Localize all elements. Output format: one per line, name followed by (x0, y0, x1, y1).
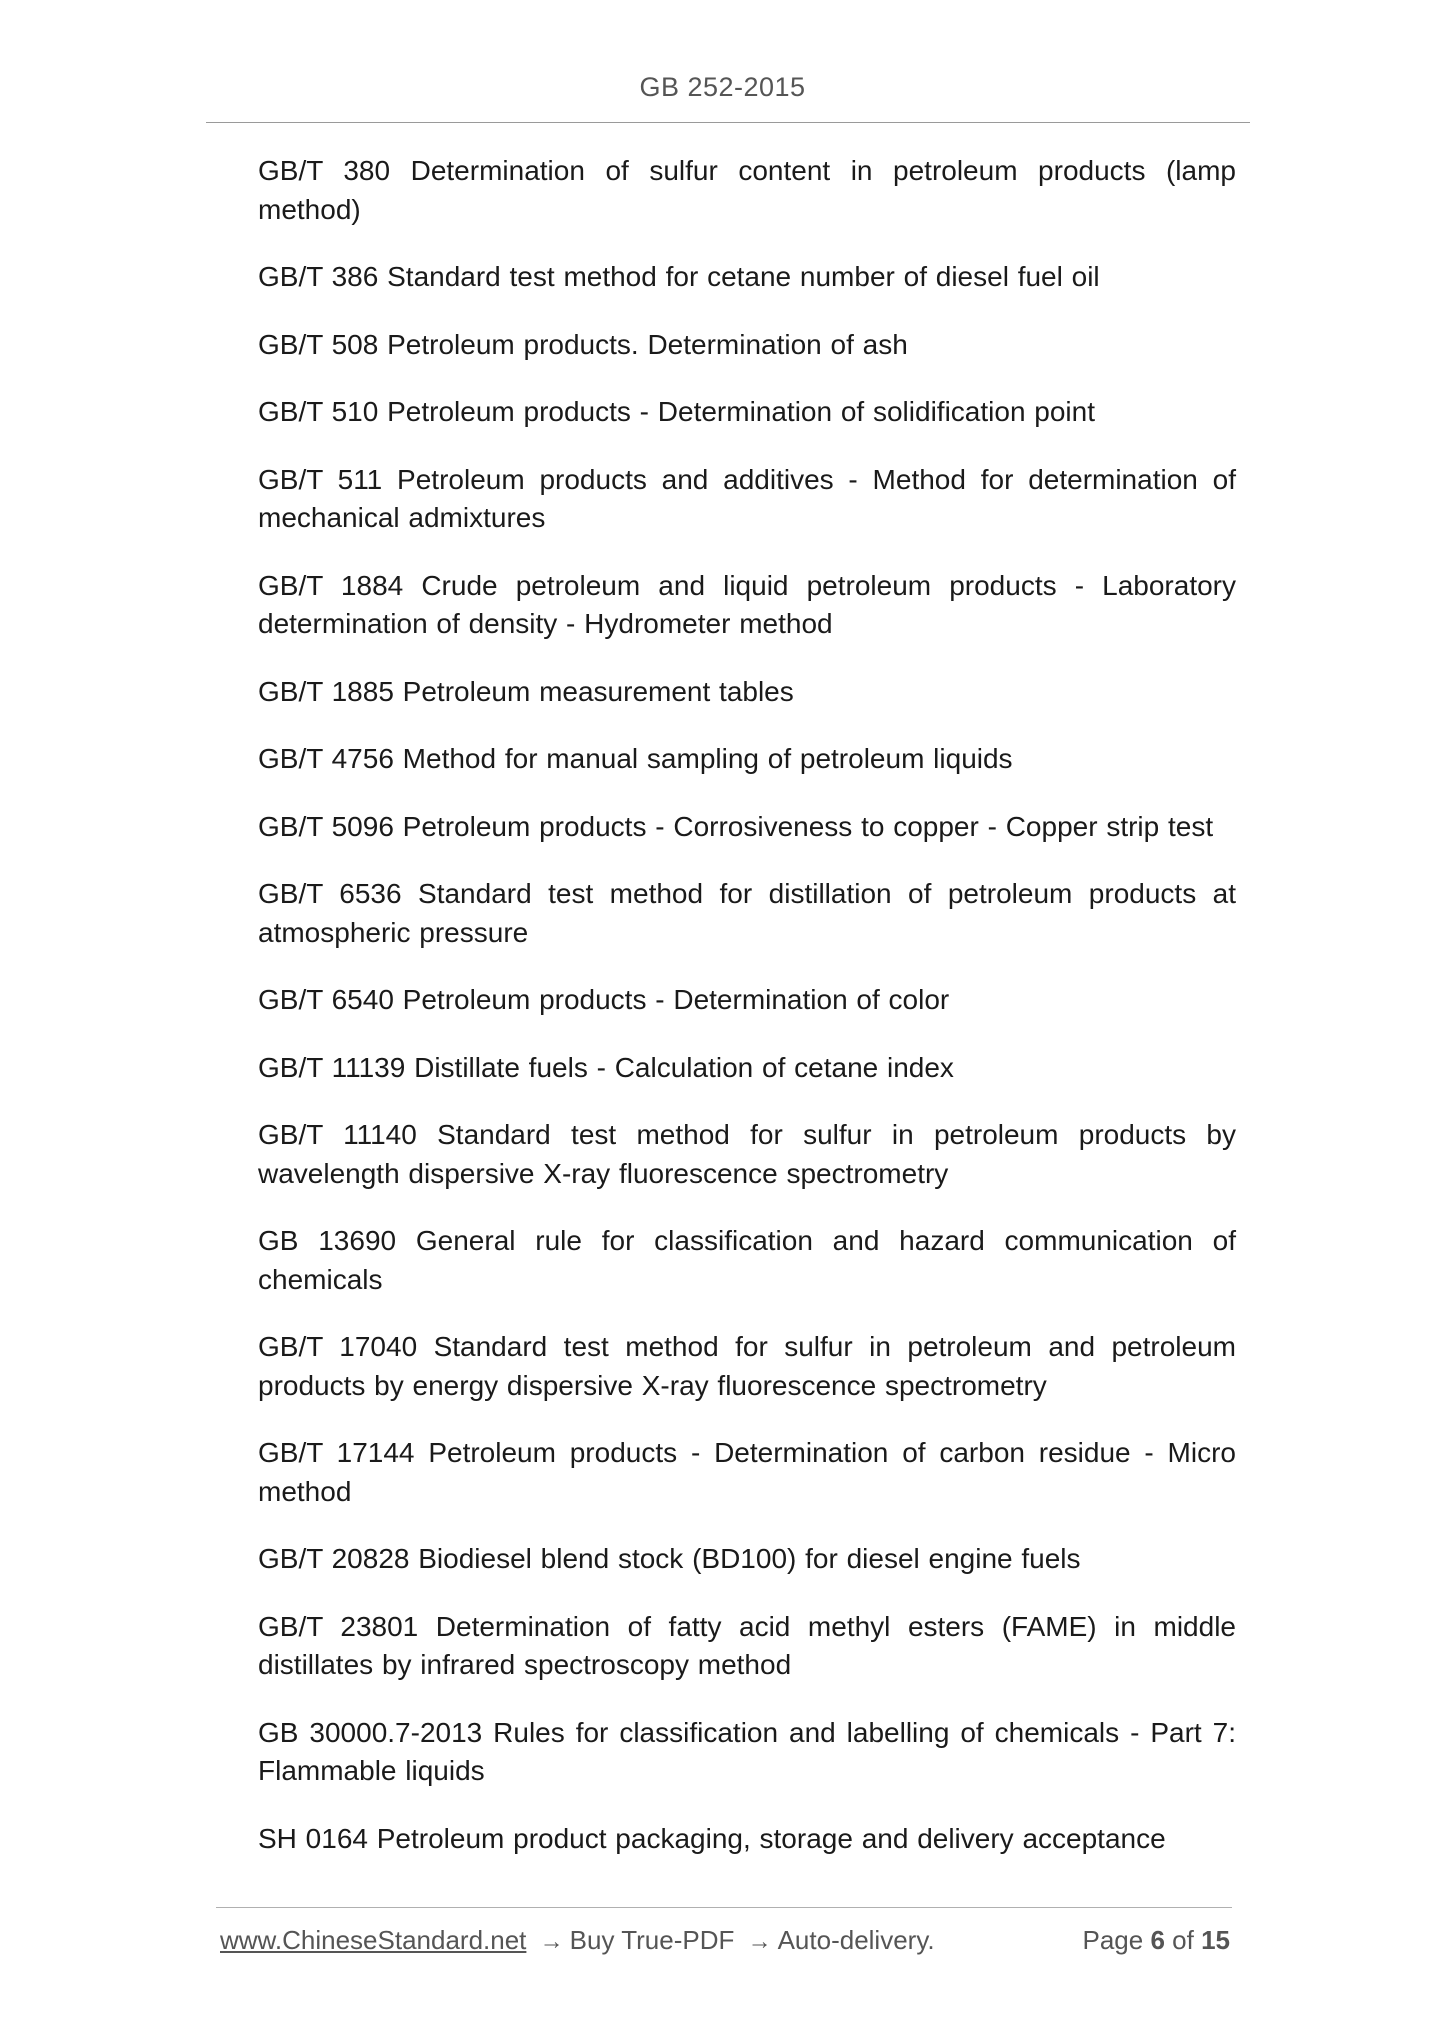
reference-item: GB/T 386 Standard test method for cetane number of diesel fuel oil (258, 261, 1100, 292)
footer-promo (220, 1925, 935, 1956)
reference-item: GB/T 508 Petroleum products. Determination of ash (258, 328, 908, 360)
page-total: 15 (1201, 1925, 1230, 1955)
header-divider (206, 122, 1250, 123)
reference-item: GB/T 6540 Petroleum products - Determination of color (258, 984, 950, 1015)
reference-item: GB/T 1885 Petroleum measurement tables (258, 675, 794, 707)
reference-item: GB/T 17144 Petroleum products - Determination of carbon residue - Micro method (258, 1437, 1236, 1507)
reference-item: GB 13690 General rule for classification and hazard communication of chemicals (258, 1225, 1236, 1295)
reference-item: GB/T 380 Determination of sulfur content in petroleum products (lamp method) (258, 155, 1236, 225)
reference-item: GB/T 5096 Petroleum products - Corrosiveness to copper - Copper strip test (258, 810, 1214, 842)
reference-item: GB/T 11139 Distillate fuels - Calculation of cetane index (258, 1051, 954, 1083)
normative-references-list (258, 152, 1236, 1887)
page-indicator (1082, 1925, 1230, 1956)
reference-item: GB/T 17040 Standard test method for sulfur in petroleum and petroleum products by energy dispersive X-ray fluorescence spectrometry (258, 1331, 1236, 1401)
reference-item: GB/T 11140 Standard test method for sulfur in petroleum products by wavelength dispersive X-ray fluorescence spectrometry (258, 1119, 1236, 1189)
reference-item: GB 30000.7-2013 Rules for classification and labelling of chemicals - Part 7: Flammable liquids (258, 1716, 1236, 1786)
reference-item: GB/T 23801 Determination of fatty acid methyl esters (FAME) in middle distillates by infrared spectroscopy method (258, 1610, 1236, 1680)
page-current: 6 (1150, 1925, 1165, 1955)
buy-true-pdf-text: Buy True-PDF (569, 1925, 735, 1955)
page-footer (220, 1925, 1230, 1965)
reference-item: GB/T 20828 Biodiesel blend stock (BD100) for diesel engine fuels (258, 1543, 1081, 1574)
reference-item: SH 0164 Petroleum product packaging, storage and delivery acceptance (258, 1822, 1166, 1854)
auto-delivery-text: Auto-delivery. (777, 1925, 935, 1955)
page-of-label: of (1172, 1925, 1194, 1955)
reference-item: GB/T 4756 Method for manual sampling of petroleum liquids (258, 743, 1013, 774)
page-label: Page (1082, 1925, 1144, 1955)
site-link[interactable]: www.ChineseStandard.net (220, 1925, 527, 1955)
document-header-title: GB 252-2015 (639, 72, 806, 102)
reference-item: GB/T 1884 Crude petroleum and liquid petroleum products - Laboratory determination of density - Hydrometer method (258, 569, 1236, 639)
footer-divider (216, 1907, 1232, 1908)
arrow-right-icon: → (539, 1928, 564, 1955)
reference-item: GB/T 511 Petroleum products and additives - Method for determination of mechanical admixtures (258, 463, 1236, 533)
arrow-right-icon: → (747, 1928, 772, 1955)
reference-item: GB/T 510 Petroleum products - Determination of solidification point (258, 396, 1096, 427)
reference-item: GB/T 6536 Standard test method for distillation of petroleum products at atmospheric pressure (258, 878, 1236, 948)
